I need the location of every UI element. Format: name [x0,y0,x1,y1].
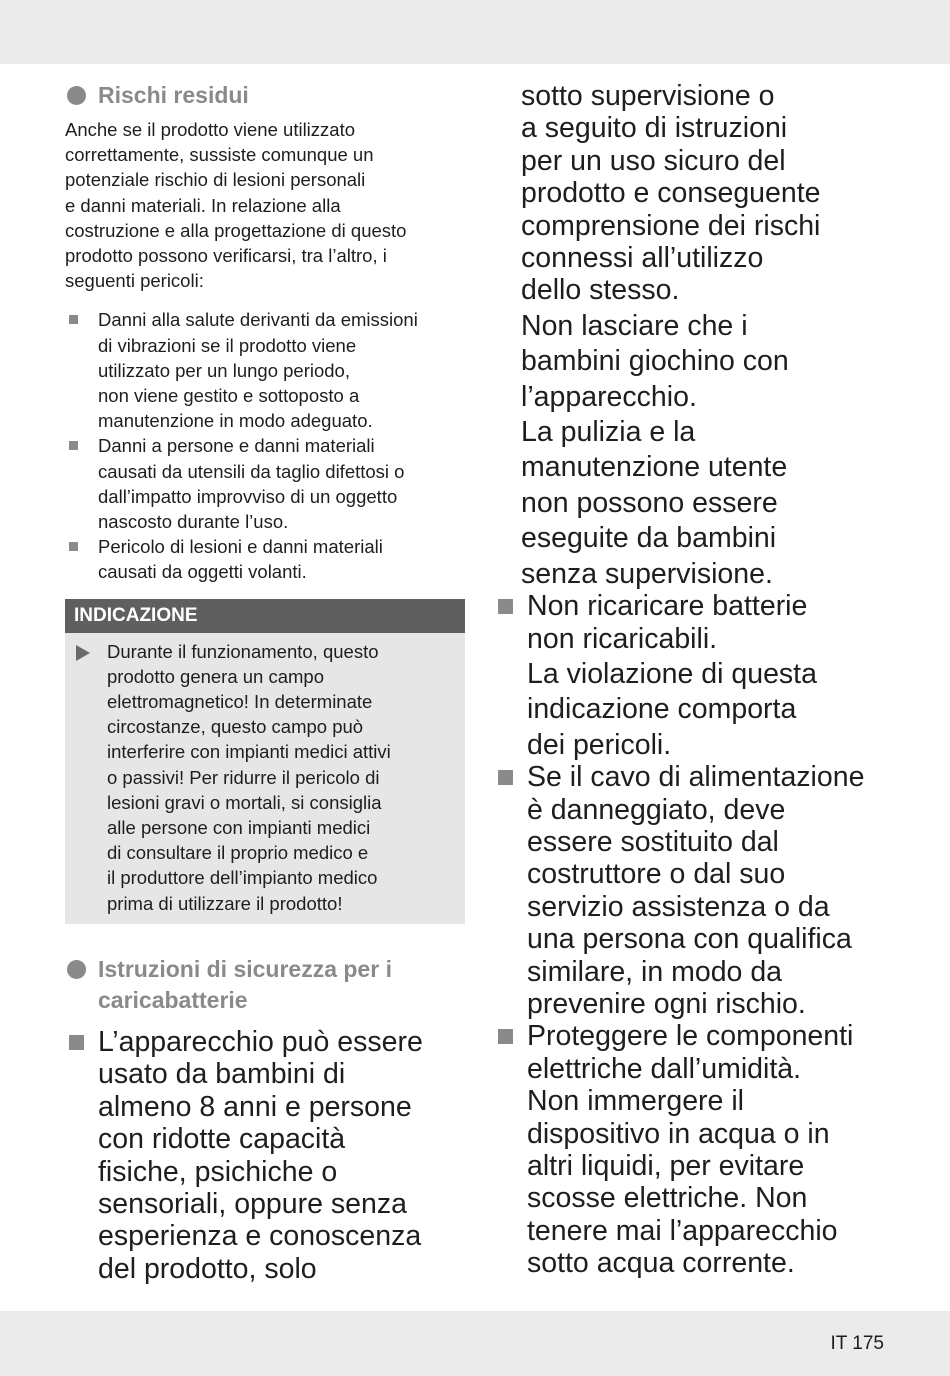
square-bullet-icon [69,441,78,450]
square-bullet-icon [69,542,78,551]
list-item: L’apparecchio può essere usato da bambini di almeno 8 anni e persone con ridotte capacità fisiche, psichiche o sensoriali, oppure senza esperienza e conoscenza del prodotto, solo [65,1026,465,1285]
square-bullet-icon [498,770,513,785]
section-heading-charger-safety: Istruzioni di sicurezza per i caricabatterie [65,954,465,1016]
section-heading-residual-risks: Rischi residui [65,80,465,111]
square-bullet-icon [69,315,78,324]
list-item: Pericolo di lesioni e danni materiali causati da oggetti volanti. [65,534,465,584]
list-item: Non ricaricare batterie non ricaricabili. La violazione di questa indicazione comporta dei pericoli. [494,590,894,761]
footer-band [0,1311,950,1376]
square-bullet-icon [498,599,513,614]
note-header: INDICAZIONE [65,599,465,633]
square-bullet-icon [498,1029,513,1044]
header-band [0,0,950,64]
bullet-circle-icon [67,960,86,979]
risk-list [65,307,465,584]
bullet-circle-icon [67,86,86,105]
list-item: Se il cavo di alimentazione è danneggiato, deve essere sostituito dal costruttore o dal suo servizio assistenza o da una persona con qualifica similare, in modo da prevenire ogni rischio. [494,761,894,1020]
list-item: Danni a persone e danni materiali causati da utensili da taglio difettosi o dall’impatto improvviso di un oggetto nascosto durante l’uso. [65,433,465,534]
intro-paragraph: Anche se il prodotto viene utilizzato correttamente, sussiste comunque un potenziale rischio di lesioni personali e danni materiali. In relazione alla costruzione e alla progettazione di questo prodotto possono verificarsi, tra l’altro, i seguenti pericoli: [65,119,407,292]
right-column [494,80,894,1280]
page-number: IT 175 [830,1333,884,1354]
left-column [65,80,465,1285]
note-item: Durante il funzionamento, questo prodotto genera un campo elettromagnetico! In determinate circostanze, questo campo può interferire con impianti medici attivi o passivi! Per ridurre il pericolo di lesioni gravi o mortali, si consiglia alle persone con impianti medici di consultare il proprio medico e il produttore dell’impianto medico prima di utilizzare il prodotto! [65,633,465,916]
list-item: Proteggere le componenti elettriche dall’umidità. Non immergere il dispositivo in acqua o in altri liquidi, per evitare scosse elettriche. Non tenere mai l’apparecchio sotto acqua corrente. [494,1020,894,1279]
triangle-bullet-icon [76,645,90,661]
note-box [65,599,465,924]
square-bullet-icon [69,1035,84,1050]
list-item: Danni alla salute derivanti da emissioni di vibrazioni se il prodotto viene utilizzato per un lungo periodo, non viene gestito e sottoposto a manutenzione in modo adeguato. [65,307,465,433]
continued-paragraph: sotto supervisione o a seguito di istruzioni per un uso sicuro del prodotto e conseguente comprensione dei rischi connessi all’utilizzo dello stesso. Non lasciare che i bambini giochino con l’apparecchio. La pulizia e la manutenzione utente non possono essere eseguite da bambini senza supervisione. [521,80,821,590]
